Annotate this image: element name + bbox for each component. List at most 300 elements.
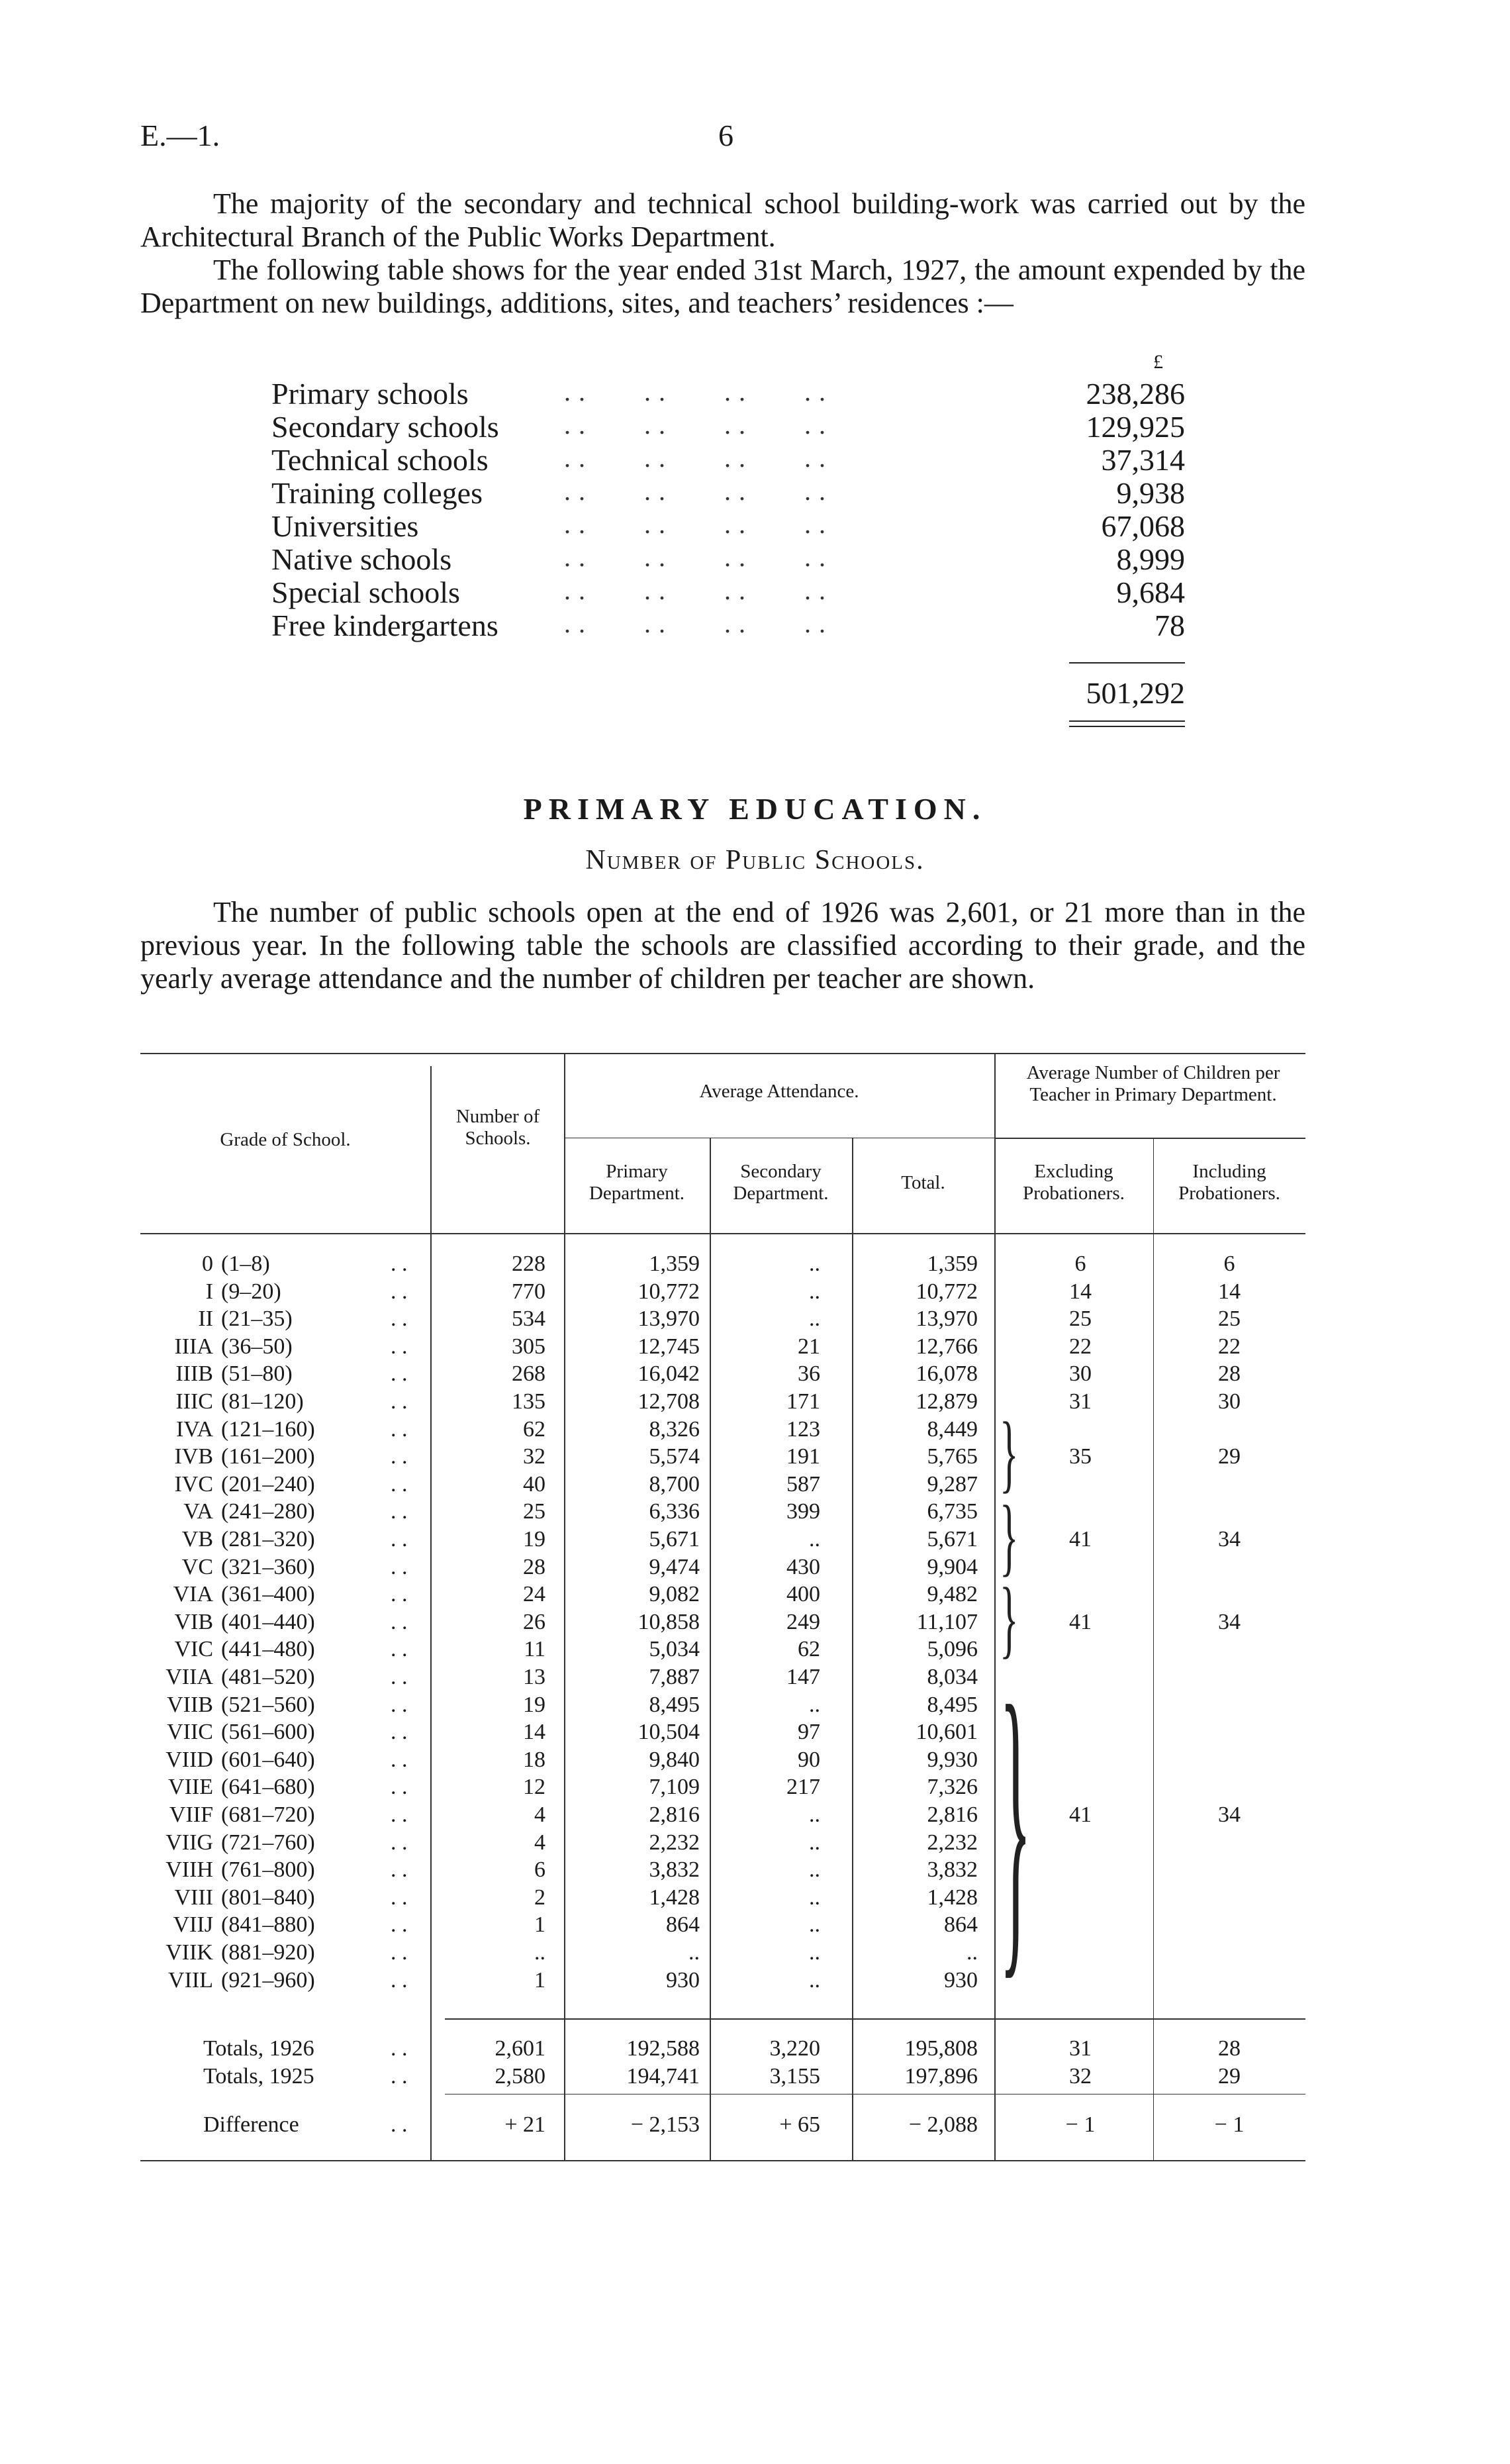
grade-range: (201–240)	[221, 1471, 315, 1497]
grade-leader-dots: . .	[391, 1361, 408, 1387]
difference-incl: − 1	[1214, 2112, 1245, 2137]
leader-dots: . . . . . . . .	[549, 542, 826, 572]
grade-leader-dots: . .	[391, 1967, 408, 1993]
cell-number: 1	[534, 1912, 545, 1938]
expenditure-value: 9,684	[1116, 575, 1185, 609]
cell-primary: 8,495	[649, 1692, 700, 1717]
cell-secondary: ..	[809, 1692, 820, 1717]
grade-range: (561–600)	[221, 1720, 315, 1745]
cell-number: ..	[534, 1940, 545, 1965]
header-excluding: Excluding Probationers.	[1023, 1161, 1125, 1204]
leader-dots: . . . . . . . .	[549, 476, 826, 506]
grade-leader-dots: . .	[391, 1885, 408, 1910]
cell-primary: 930	[666, 1967, 700, 1993]
table-bottom-rule	[140, 2160, 1305, 2161]
cell-secondary: ..	[809, 1527, 820, 1552]
cell-secondary: ..	[809, 1252, 820, 1276]
section-title: PRIMARY EDUCATION.	[523, 792, 987, 826]
grade-range: (681–720)	[221, 1802, 315, 1827]
cell-secondary: 123	[786, 1416, 820, 1442]
cell-incl: 29	[1218, 1444, 1241, 1469]
cell-excl: 31	[1069, 1389, 1092, 1414]
cell-secondary: 97	[798, 1720, 820, 1745]
brace-group-v: }	[1000, 1487, 1019, 1585]
cell-total: 7,326	[927, 1775, 978, 1800]
difference-primary: − 2,153	[630, 2112, 700, 2137]
cell-total: 8,034	[927, 1665, 978, 1689]
grade-leader-dots: . .	[391, 1279, 408, 1304]
grade-leader-dots: . .	[391, 1471, 408, 1497]
difference-label: Difference	[203, 2112, 299, 2137]
cell-total: 5,671	[927, 1527, 978, 1552]
grade-leader-dots: . .	[391, 1720, 408, 1745]
grade-range: (361–400)	[221, 1582, 315, 1607]
cell-total: 930	[944, 1967, 978, 1993]
cell-total: 10,772	[916, 1279, 978, 1304]
expenditure-label: Training colleges	[271, 476, 483, 510]
grade-range: (801–840)	[221, 1885, 315, 1910]
cell-excl: 30	[1069, 1361, 1092, 1387]
expenditure-row	[271, 442, 1185, 475]
cell-incl: 34	[1218, 1527, 1241, 1552]
grade-leader-dots: . .	[391, 1416, 408, 1442]
totals-number: 2,580	[495, 2064, 545, 2089]
grade-numeral: 0	[202, 1252, 213, 1276]
grade-range: (281–320)	[221, 1527, 315, 1552]
grade-leader-dots: . .	[391, 1665, 408, 1689]
cell-total: 13,970	[916, 1306, 978, 1332]
grade-numeral: VIA	[173, 1582, 213, 1607]
cell-total: 9,930	[927, 1747, 978, 1772]
grade-numeral: VC	[181, 1554, 213, 1579]
cell-number: 28	[523, 1554, 545, 1579]
leader-dots: . . . . . . . .	[549, 377, 826, 407]
cell-total: 5,765	[927, 1444, 978, 1469]
cell-number: 14	[523, 1720, 545, 1745]
cell-secondary: 90	[798, 1747, 820, 1772]
cell-secondary: 191	[786, 1444, 820, 1469]
grade-leader-dots: . .	[391, 1609, 408, 1634]
totals-top-rule	[445, 2018, 1305, 2020]
cell-primary: 6,336	[649, 1499, 700, 1524]
grade-leader-dots: . .	[391, 1830, 408, 1855]
grade-numeral: VIIL	[168, 1967, 213, 1993]
col-rule-total	[852, 1138, 853, 2160]
header-total: Total.	[901, 1172, 945, 1193]
cell-primary: 7,887	[649, 1665, 700, 1689]
grade-leader-dots: . .	[391, 1527, 408, 1552]
cell-number: 26	[523, 1609, 545, 1634]
grade-numeral: VIIC	[167, 1720, 213, 1745]
schools-table	[140, 1053, 1305, 2179]
grade-leader-dots: . .	[391, 1692, 408, 1717]
difference-leader-dots: . .	[391, 2112, 408, 2137]
grade-numeral: VIID	[165, 1747, 213, 1772]
grade-range: (481–520)	[221, 1665, 315, 1689]
cell-total: 6,735	[927, 1499, 978, 1524]
cell-primary: ..	[688, 1940, 700, 1965]
cell-incl: 22	[1218, 1334, 1241, 1359]
page-number: 6	[718, 119, 733, 152]
totals-incl: 29	[1218, 2064, 1241, 2089]
grade-numeral: VIC	[174, 1637, 213, 1662]
col-rule-excluding	[994, 1053, 996, 2160]
cell-primary: 7,109	[649, 1775, 700, 1800]
grade-range: (9–20)	[221, 1279, 281, 1304]
cell-primary: 9,840	[649, 1747, 700, 1772]
expenditure-total: 501,292	[1086, 676, 1185, 710]
cell-primary: 2,232	[649, 1830, 700, 1855]
subtotal-rule	[1069, 662, 1185, 664]
totals-leader-dots: . .	[391, 2064, 408, 2089]
grade-leader-dots: . .	[391, 1912, 408, 1938]
grade-numeral: IVC	[174, 1471, 213, 1497]
cell-primary: 9,082	[649, 1582, 700, 1607]
expenditure-row	[271, 376, 1185, 409]
brace-group-iv: }	[1000, 1404, 1019, 1501]
cell-incl: 34	[1218, 1802, 1241, 1827]
cell-number: 6	[534, 1857, 545, 1883]
grade-numeral: IIIB	[175, 1361, 213, 1387]
cell-number: 32	[523, 1444, 545, 1469]
cell-secondary: 147	[786, 1665, 820, 1689]
cell-number: 12	[523, 1775, 545, 1800]
grade-leader-dots: . .	[391, 1775, 408, 1800]
grade-leader-dots: . .	[391, 1334, 408, 1359]
difference-secondary: + 65	[779, 2112, 820, 2137]
cell-number: 24	[523, 1582, 545, 1607]
intro-paragraph-1: The majority of the secondary and technical school building-work was carried out by the Architectural Branch of the Public Works Department.	[140, 187, 1305, 253]
table-top-rule	[140, 1053, 1305, 1054]
cell-total: 10,601	[916, 1720, 978, 1745]
cell-incl: 30	[1218, 1389, 1241, 1414]
grade-range: (921–960)	[221, 1967, 315, 1993]
col-rule-including	[1153, 1138, 1154, 2160]
totals-total: 197,896	[904, 2064, 978, 2089]
cell-primary: 1,359	[649, 1252, 700, 1276]
cell-primary: 10,772	[637, 1279, 700, 1304]
expenditure-label: Primary schools	[271, 377, 469, 411]
expenditure-total-row	[271, 675, 1185, 709]
expenditure-value: 37,314	[1101, 443, 1185, 477]
col-rule-number	[430, 1066, 432, 2160]
grade-leader-dots: . .	[391, 1747, 408, 1772]
grade-leader-dots: . .	[391, 1802, 408, 1827]
leader-dots: . . . . . . . .	[549, 575, 826, 605]
cell-excl: 41	[1069, 1527, 1092, 1552]
cell-number: 25	[523, 1499, 545, 1524]
cell-total: 9,904	[927, 1554, 978, 1579]
grade-range: (641–680)	[221, 1775, 315, 1800]
intro-paragraph-2: The following table shows for the year ended 31st March, 1927, the amount expended by the Department on new buildings, additions, sites, and teachers’ residences :—	[140, 254, 1305, 319]
grade-range: (761–800)	[221, 1857, 315, 1883]
brace-group-vi: }	[1000, 1569, 1019, 1667]
cell-secondary: ..	[809, 1967, 820, 1993]
cell-total: 9,482	[927, 1582, 978, 1607]
header-average-children: Average Number of Children per Teacher in Primary Department.	[1026, 1062, 1280, 1105]
grade-range: (841–880)	[221, 1912, 315, 1938]
cell-number: 40	[523, 1471, 545, 1497]
grade-leader-dots: . .	[391, 1252, 408, 1276]
section-paragraph: The number of public schools open at the end of 1926 was 2,601, or 21 more than in the previous year. In the following table the schools are classified according to their grade, and the yearly average attendance and the number of children per teacher are shown.	[140, 896, 1305, 995]
grade-range: (441–480)	[221, 1637, 315, 1662]
totals-number: 2,601	[495, 2036, 545, 2061]
cell-total: 8,449	[927, 1416, 978, 1442]
totals-total: 195,808	[904, 2036, 978, 2061]
grade-range: (881–920)	[221, 1940, 315, 1965]
header-number: Number of Schools.	[455, 1106, 540, 1149]
cell-secondary: 400	[786, 1582, 820, 1607]
cell-excl: 25	[1069, 1306, 1092, 1332]
expenditure-row	[271, 475, 1185, 509]
cell-total: ..	[967, 1940, 978, 1965]
cell-excl: 22	[1069, 1334, 1092, 1359]
cell-primary: 16,042	[637, 1361, 700, 1387]
grade-numeral: II	[198, 1306, 213, 1332]
leader-dots: . . . . . . . .	[549, 509, 826, 539]
expenditure-label: Universities	[271, 509, 419, 543]
expenditure-value: 9,938	[1116, 476, 1185, 510]
cell-secondary: ..	[809, 1306, 820, 1332]
grade-leader-dots: . .	[391, 1499, 408, 1524]
totals-primary: 192,588	[626, 2036, 700, 2061]
cell-primary: 5,671	[649, 1527, 700, 1552]
expenditure-label: Special schools	[271, 575, 460, 609]
totals-incl: 28	[1218, 2036, 1241, 2061]
cell-number: 770	[512, 1279, 545, 1304]
cell-secondary: ..	[809, 1857, 820, 1883]
cell-secondary: 399	[786, 1499, 820, 1524]
header-average-attendance: Average Attendance.	[699, 1081, 859, 1102]
brace-group-vii: }	[1000, 1639, 1031, 2006]
cell-number: 4	[534, 1830, 545, 1855]
cell-excl: 41	[1069, 1609, 1092, 1634]
cell-total: 5,096	[927, 1637, 978, 1662]
cell-total: 9,287	[927, 1471, 978, 1497]
cell-number: 305	[512, 1334, 545, 1359]
grade-range: (401–440)	[221, 1609, 315, 1634]
grade-numeral: IIIA	[174, 1334, 213, 1359]
total-double-rule-bottom	[1069, 726, 1185, 727]
grade-range: (121–160)	[221, 1416, 315, 1442]
totals-excl: 32	[1069, 2064, 1092, 2089]
totals-leader-dots: . .	[391, 2036, 408, 2061]
grade-numeral: VIB	[174, 1609, 213, 1634]
grade-numeral: IVA	[175, 1416, 213, 1442]
totals-excl: 31	[1069, 2036, 1092, 2061]
cell-secondary: 587	[786, 1471, 820, 1497]
cell-primary: 864	[666, 1912, 700, 1938]
cell-excl: 14	[1069, 1279, 1092, 1304]
totals-secondary: 3,220	[769, 2036, 820, 2061]
cell-secondary: 62	[798, 1637, 820, 1662]
header-primary: Primary Department.	[589, 1161, 685, 1204]
cell-primary: 13,970	[637, 1306, 700, 1332]
cell-number: 13	[523, 1665, 545, 1689]
cell-primary: 3,832	[649, 1857, 700, 1883]
cell-primary: 12,745	[637, 1334, 700, 1359]
expenditure-row	[271, 542, 1185, 575]
cell-incl: 6	[1223, 1252, 1235, 1276]
grade-numeral: VIIG	[165, 1830, 213, 1855]
children-group-rule	[994, 1138, 1305, 1139]
cell-total: 1,428	[927, 1885, 978, 1910]
grade-range: (241–280)	[221, 1499, 315, 1524]
cell-number: 11	[524, 1637, 545, 1662]
grade-numeral: VIIA	[165, 1665, 213, 1689]
expenditure-row	[271, 608, 1185, 641]
cell-number: 4	[534, 1802, 545, 1827]
cell-incl: 25	[1218, 1306, 1241, 1332]
grade-leader-dots: . .	[391, 1444, 408, 1469]
leader-dots: . . . . . . . .	[549, 443, 826, 473]
cell-primary: 8,700	[649, 1471, 700, 1497]
header-grade: Grade of School.	[220, 1129, 351, 1150]
cell-secondary: 36	[798, 1361, 820, 1387]
cell-excl: 41	[1069, 1802, 1092, 1827]
cell-secondary: ..	[809, 1830, 820, 1855]
cell-number: 268	[512, 1361, 545, 1387]
header-secondary: Secondary Department.	[733, 1161, 829, 1204]
cell-primary: 10,858	[637, 1609, 700, 1634]
cell-primary: 10,504	[637, 1720, 700, 1745]
grade-leader-dots: . .	[391, 1389, 408, 1414]
cell-secondary: 171	[786, 1389, 820, 1414]
cell-primary: 5,574	[649, 1444, 700, 1469]
grade-range: (161–200)	[221, 1444, 315, 1469]
grade-leader-dots: . .	[391, 1582, 408, 1607]
grade-leader-dots: . .	[391, 1637, 408, 1662]
totals-label: Totals, 1925	[203, 2064, 314, 2089]
cell-primary: 2,816	[649, 1802, 700, 1827]
cell-number: 2	[534, 1885, 545, 1910]
difference-total: − 2,088	[908, 2112, 978, 2137]
cell-total: 12,766	[916, 1334, 978, 1359]
expenditure-value: 238,286	[1086, 377, 1185, 411]
grade-range: (51–80)	[221, 1361, 293, 1387]
grade-range: (21–35)	[221, 1306, 293, 1332]
currency-symbol: £	[1153, 351, 1163, 373]
expenditure-row	[271, 575, 1185, 608]
cell-secondary: 249	[786, 1609, 820, 1634]
total-double-rule-top	[1069, 720, 1185, 722]
grade-numeral: VIIB	[167, 1692, 213, 1717]
expenditure-label: Secondary schools	[271, 410, 499, 444]
expenditure-value: 8,999	[1116, 542, 1185, 576]
expenditure-label: Native schools	[271, 542, 452, 576]
expenditure-value: 78	[1155, 609, 1185, 642]
cell-total: 3,832	[927, 1857, 978, 1883]
leader-dots: . . . . . . . .	[549, 410, 826, 440]
grade-range: (601–640)	[221, 1747, 315, 1772]
cell-number: 228	[512, 1252, 545, 1276]
grade-numeral: VB	[181, 1527, 213, 1552]
col-rule-primary	[564, 1053, 565, 2160]
cell-primary: 12,708	[637, 1389, 700, 1414]
cell-number: 62	[523, 1416, 545, 1442]
cell-number: 19	[523, 1527, 545, 1552]
cell-primary: 5,034	[649, 1637, 700, 1662]
grade-numeral: VIII	[174, 1885, 213, 1910]
grade-numeral: VIIJ	[173, 1912, 213, 1938]
cell-primary: 9,474	[649, 1554, 700, 1579]
section-subtitle: Number of Public Schools.	[585, 845, 925, 875]
leader-dots: . . . . . . . .	[549, 609, 826, 638]
expenditure-row	[271, 509, 1185, 542]
grade-numeral: VIIK	[165, 1940, 213, 1965]
grade-leader-dots: . .	[391, 1306, 408, 1332]
cell-total: 1,359	[927, 1252, 978, 1276]
grade-range: (1–8)	[221, 1252, 270, 1276]
cell-total: 2,232	[927, 1830, 978, 1855]
cell-number: 534	[512, 1306, 545, 1332]
grade-numeral: I	[205, 1279, 213, 1304]
cell-secondary: 217	[786, 1775, 820, 1800]
cell-total: 16,078	[916, 1361, 978, 1387]
cell-incl: 14	[1218, 1279, 1241, 1304]
expenditure-value: 129,925	[1086, 410, 1185, 444]
cell-total: 11,107	[916, 1609, 978, 1634]
cell-secondary: ..	[809, 1279, 820, 1304]
cell-secondary: 430	[786, 1554, 820, 1579]
expenditure-label: Technical schools	[271, 443, 489, 477]
grade-numeral: IIIC	[175, 1389, 213, 1414]
cell-secondary: ..	[809, 1912, 820, 1938]
cell-secondary: 21	[798, 1334, 820, 1359]
grade-leader-dots: . .	[391, 1940, 408, 1965]
grade-leader-dots: . .	[391, 1857, 408, 1883]
difference-excl: − 1	[1065, 2112, 1096, 2137]
cell-primary: 1,428	[649, 1885, 700, 1910]
cell-secondary: ..	[809, 1940, 820, 1965]
grade-range: (521–560)	[221, 1692, 315, 1717]
grade-leader-dots: . .	[391, 1554, 408, 1579]
cell-excl: 6	[1074, 1252, 1086, 1276]
cell-secondary: ..	[809, 1802, 820, 1827]
cell-total: 8,495	[927, 1692, 978, 1717]
cell-number: 19	[523, 1692, 545, 1717]
grade-range: (81–120)	[221, 1389, 304, 1414]
report-reference: E.—1.	[140, 119, 220, 152]
cell-secondary: ..	[809, 1885, 820, 1910]
cell-excl: 35	[1069, 1444, 1092, 1469]
grade-range: (721–760)	[221, 1830, 315, 1855]
totals-primary: 194,741	[626, 2064, 700, 2089]
expenditure-label: Free kindergartens	[271, 609, 498, 642]
grade-numeral: IVB	[174, 1444, 213, 1469]
expenditure-row	[271, 409, 1185, 442]
cell-number: 18	[523, 1747, 545, 1772]
header-including: Including Probationers.	[1178, 1161, 1280, 1204]
cell-total: 864	[944, 1912, 978, 1938]
expenditure-value: 67,068	[1101, 509, 1185, 543]
grade-numeral: VIIH	[165, 1857, 213, 1883]
grade-range: (321–360)	[221, 1554, 315, 1579]
cell-primary: 8,326	[649, 1416, 700, 1442]
grade-numeral: VIIE	[168, 1775, 213, 1800]
cell-incl: 34	[1218, 1609, 1241, 1634]
totals-secondary: 3,155	[769, 2064, 820, 2089]
cell-incl: 28	[1218, 1361, 1241, 1387]
table-header-rule	[140, 1233, 1305, 1234]
difference-number: + 21	[504, 2112, 545, 2137]
grade-numeral: VA	[183, 1499, 213, 1524]
cell-number: 1	[534, 1967, 545, 1993]
grade-range: (36–50)	[221, 1334, 293, 1359]
cell-number: 135	[512, 1389, 545, 1414]
cell-total: 12,879	[916, 1389, 978, 1414]
cell-total: 2,816	[927, 1802, 978, 1827]
